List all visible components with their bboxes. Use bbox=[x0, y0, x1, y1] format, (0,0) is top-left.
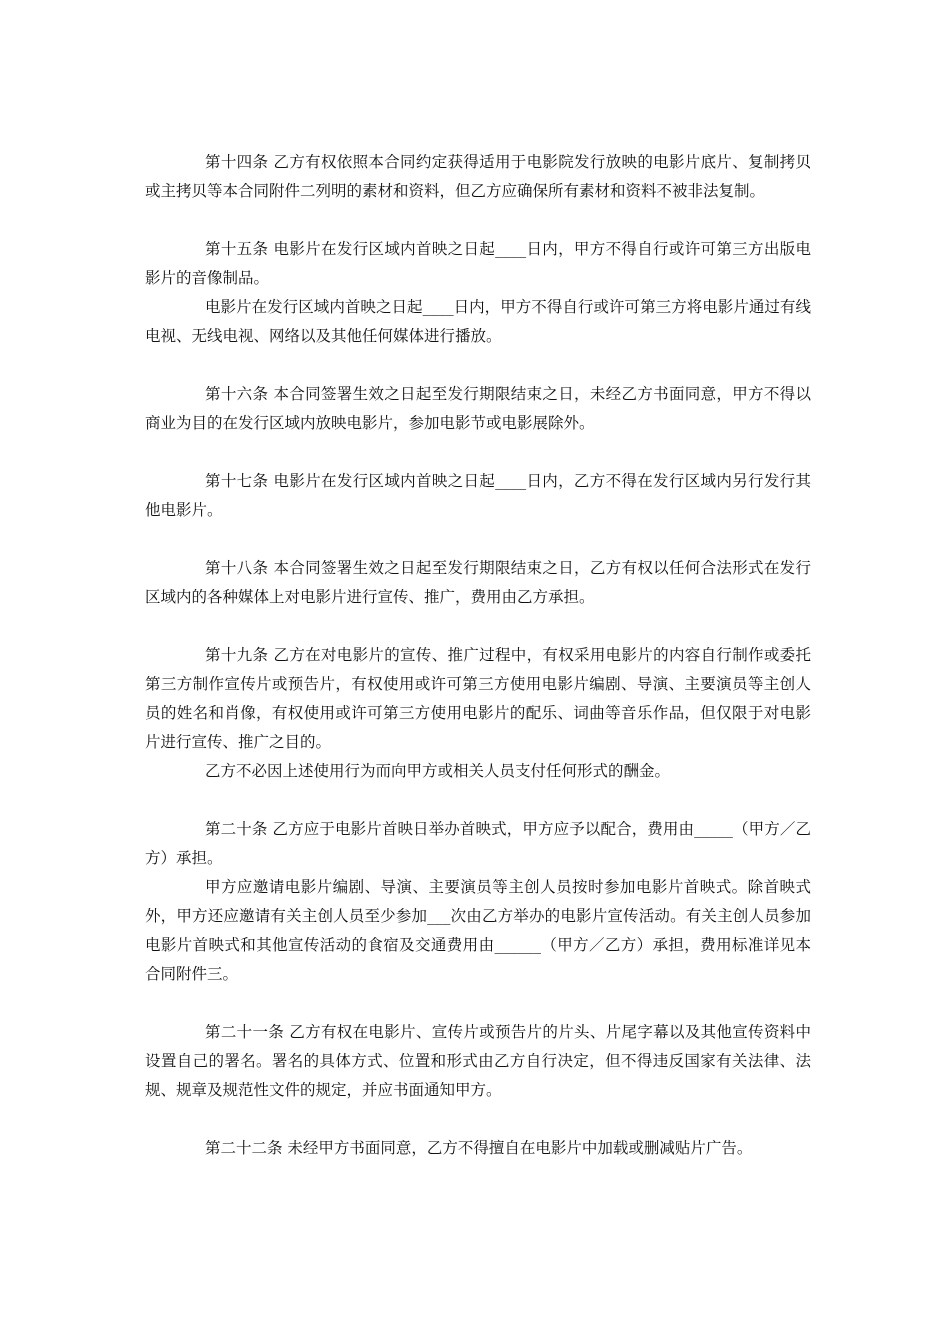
article-20-text: 第二十条 乙方应于电影片首映日举办首映式，甲方应予以配合，费用由_____（甲方／乙方）承担。 bbox=[145, 820, 811, 867]
article-19-paragraph-2: 乙方不必因上述使用行为而向甲方或相关人员支付任何形式的酬金。 bbox=[205, 762, 671, 780]
article-15 bbox=[145, 235, 811, 351]
article-15-paragraph-2: 电影片在发行区域内首映之日起____日内，甲方不得自行或许可第三方将电影片通过有线电视、无线电视、网络以及其他任何媒体进行播放。 bbox=[145, 298, 811, 345]
article-22-text: 第二十二条 未经甲方书面同意，乙方不得擅自在电影片中加载或删减贴片广告。 bbox=[205, 1139, 753, 1157]
document-page bbox=[145, 148, 811, 1163]
article-14 bbox=[145, 148, 811, 206]
article-17 bbox=[145, 467, 811, 525]
article-16-text: 第十六条 本合同签署生效之日起至发行期限结束之日，未经乙方书面同意，甲方不得以商业为目的在发行区域内放映电影片，参加电影节或电影展除外。 bbox=[145, 385, 811, 432]
article-18 bbox=[145, 554, 811, 612]
article-17-text: 第十七条 电影片在发行区域内首映之日起____日内，乙方不得在发行区域内另行发行其他电影片。 bbox=[145, 472, 811, 519]
article-16 bbox=[145, 380, 811, 438]
article-18-text: 第十八条 本合同签署生效之日起至发行期限结束之日，乙方有权以任何合法形式在发行区域内的各种媒体上对电影片进行宣传、推广，费用由乙方承担。 bbox=[145, 559, 811, 606]
article-19 bbox=[145, 641, 811, 786]
article-21 bbox=[145, 1018, 811, 1105]
article-15-text: 第十五条 电影片在发行区域内首映之日起____日内，甲方不得自行或许可第三方出版电影片的音像制品。 bbox=[145, 240, 811, 287]
article-14-text: 第十四条 乙方有权依照本合同约定获得适用于电影院发行放映的电影片底片、复制拷贝或主拷贝等本合同附件二列明的素材和资料，但乙方应确保所有素材和资料不被非法复制。 bbox=[145, 153, 811, 200]
article-20 bbox=[145, 815, 811, 989]
article-21-text: 第二十一条 乙方有权在电影片、宣传片或预告片的片头、片尾字幕以及其他宣传资料中设置自己的署名。署名的具体方式、位置和形式由乙方自行决定，但不得违反国家有关法律、法规、规章及规范性文件的规定，并应书面通知甲方。 bbox=[145, 1023, 811, 1099]
article-22 bbox=[145, 1134, 811, 1163]
article-19-text: 第十九条 乙方在对电影片的宣传、推广过程中，有权采用电影片的内容自行制作或委托第三方制作宣传片或预告片，有权使用或许可第三方使用电影片编剧、导演、主要演员等主创人员的姓名和肖像，有权使用或许可第三方使用电影片的配乐、词曲等音乐作品，但仅限于对电影片进行宣传、推广之目的。 bbox=[145, 646, 811, 751]
article-20-paragraph-2: 甲方应邀请电影片编剧、导演、主要演员等主创人员按时参加电影片首映式。除首映式外，甲方还应邀请有关主创人员至少参加___次由乙方举办的电影片宣传活动。有关主创人员参加电影片首映式和其他宣传活动的食宿及交通费用由______（甲方／乙方）承担，费用标准详见本合同附件三。 bbox=[145, 878, 811, 983]
